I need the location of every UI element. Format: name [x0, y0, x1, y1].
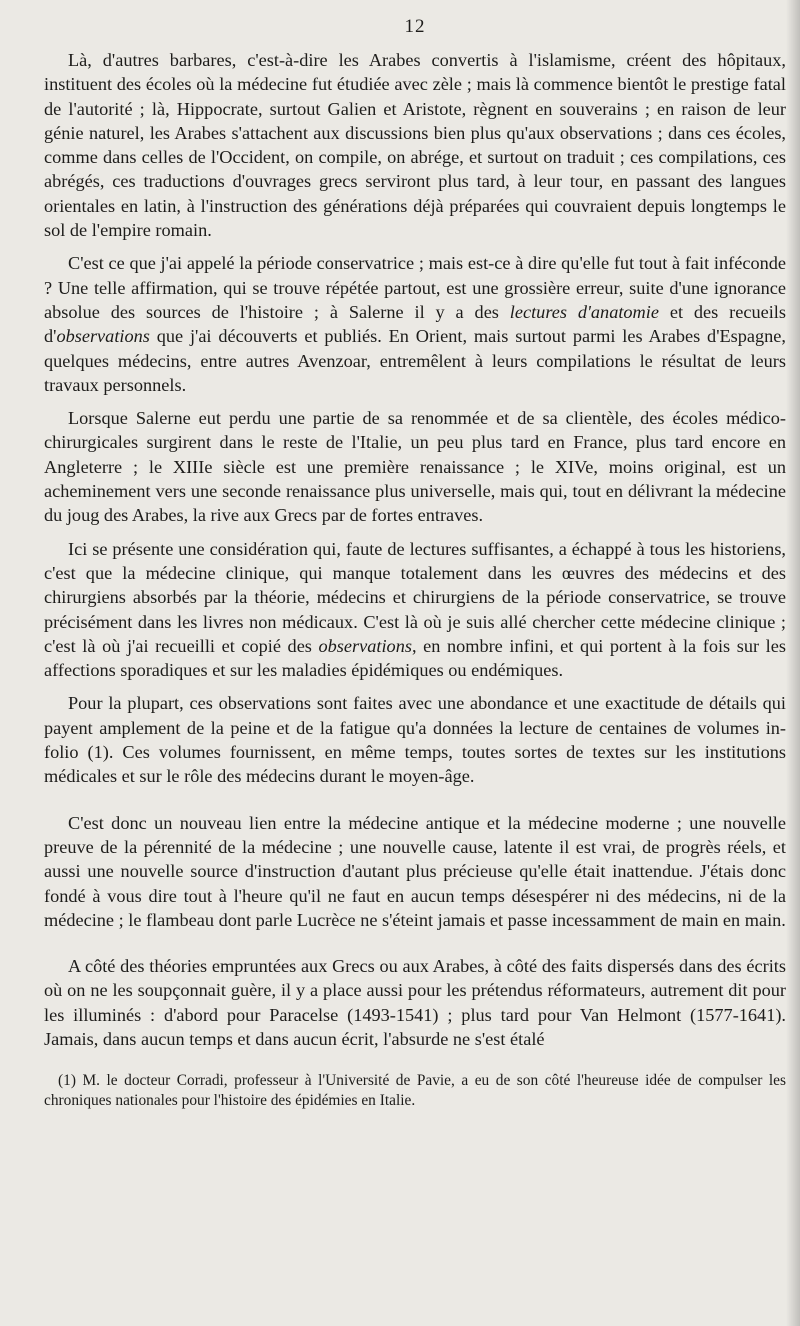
paragraph-arabes: Là, d'autres barbares, c'est-à-dire les Arabes convertis à l'islamisme, créent des hôpitaux, instituent des écoles où la médecine fut étudiée avec zèle ; mais là commence bientôt le prestige fatal de l'autorité ; là, Hippocrate, surtout Galien et Aristote, règnent en souverains ; en raison de leur génie naturel, les Arabes s'attachent aux discussions bien plus qu'aux observations ; dans ces écoles, comme dans celles de l'Occident, on compile, on abrége, et surtout on traduit ; ces compilations, ces abrégés, ces traductions d'ouvrages grecs serviront plus tard, à leur tour, en passant des langues orientales en latin, à l'instruction des générations déjà préparées qui couvraient depuis longtemps le sol de l'empire romain. — [44, 50, 786, 241]
paragraph-nouveau-lien: C'est donc un nouveau lien entre la médecine antique et la médecine moderne ; une nouvelle preuve de la pérennité de la médecine ; une nouvelle cause, latente il est vrai, de progrès réels, et aussi une nouvelle source d'instruction d'autant plus précieuse qu'elle était inattendue. J'étais donc fondé à vous dire tout à l'heure qu'il ne faut en aucun temps désespérer ni des médecins, ni de la médecine ; le flambeau dont parle Lucrèce ne s'éteint jamais et passe incessamment de main en main. — [44, 812, 786, 930]
footnote: (1) M. le docteur Corradi, professeur à l'Université de Pavie, a eu de son côté l'heureuse idée de compulser les chroniques nationales pour l'histoire des épidémies en Italie. — [44, 1072, 786, 1109]
paragraph-salerne: Lorsque Salerne eut perdu une partie de sa renommée et de sa clientèle, des écoles médico-chirurgicales surgirent dans le reste de l'Italie, un peu plus tard en France, plus tard encore en Angleterre ; le XIIIe siècle est une première renaissance ; le XIVe, moins original, est un acheminement vers une seconde renaissance plus universelle, mais qui, tout en délivrant la médecine du joug des Arabes, la rive aux Grecs par de fortes entraves. — [44, 408, 786, 526]
text-run: que j'ai découverts et publiés. En Orient, mais surtout parmi les Arabes d'Espagne, quelques médecins, entre autres Avenzoar, entremêlent à leurs compilations le résultat de leurs travaux personnels. — [44, 326, 786, 395]
text-run: , en nombre infini, et qui portent à la fois sur les affections sporadiques et sur les maladies épidémiques ou endémiques. — [44, 635, 786, 681]
paragraph-medecine-clinique — [44, 537, 786, 683]
paragraph-reformateurs: A côté des théories empruntées aux Grecs ou aux Arabes, à côté des faits dispersés dans des écrits où on ne les soupçonnait guère, il y a place aussi pour les prétendus réformateurs, autrement dit pour les illuminés : d'abord pour Paracelse (1493-1541) ; plus tard pour Van Helmont (1577-1641). Jamais, dans aucun temps et dans aucun écrit, l'absurde ne s'est étalé — [44, 956, 786, 1049]
text-run: Ici se présente une considération qui, faute de lectures suffisantes, a échappé à tous les historiens, c'est que la médecine clinique, qui manque totalement dans les œuvres des médecins et des chirurgiens absorbés par la théorie, médecins et chirurgiens de la période conservatrice, se trouve précisément dans les livres non médicaux. C'est là où je suis allé chercher cette médecine clinique ; c'est là où j'ai recueilli et copié des — [44, 538, 786, 656]
text-run: et des recueils d' — [44, 301, 786, 347]
paragraph-in-folio: Pour la plupart, ces observations sont faites avec une abondance et une exactitude de détails qui payent amplement de la peine et de la fatigue qu'a données la lecture de centaines de volumes in-folio (1). Ces volumes fournissent, en même temps, toutes sortes de textes sur les institutions médicales et sur le rôle des médecins durant le moyen-âge. — [44, 693, 786, 787]
italic-observations: observations — [56, 326, 150, 347]
text-run: C'est ce que j'ai appelé la période conservatrice ; mais est-ce à dire qu'elle fut tout à fait inféconde ? Une telle affirmation, qui se trouve répétée partout, est une grossière erreur, suite d'une ignorance absolue des sources de l'histoire ; à Salerne il y a des — [44, 253, 786, 322]
italic-observations: observations — [318, 635, 412, 656]
italic-lectures-anatomie: lectures d'anatomie — [509, 301, 659, 322]
body-text — [44, 48, 786, 1051]
page-edge-shadow — [786, 0, 800, 1326]
page-number: 12 — [404, 16, 426, 37]
paragraph-periode-conservatrice — [44, 251, 786, 397]
